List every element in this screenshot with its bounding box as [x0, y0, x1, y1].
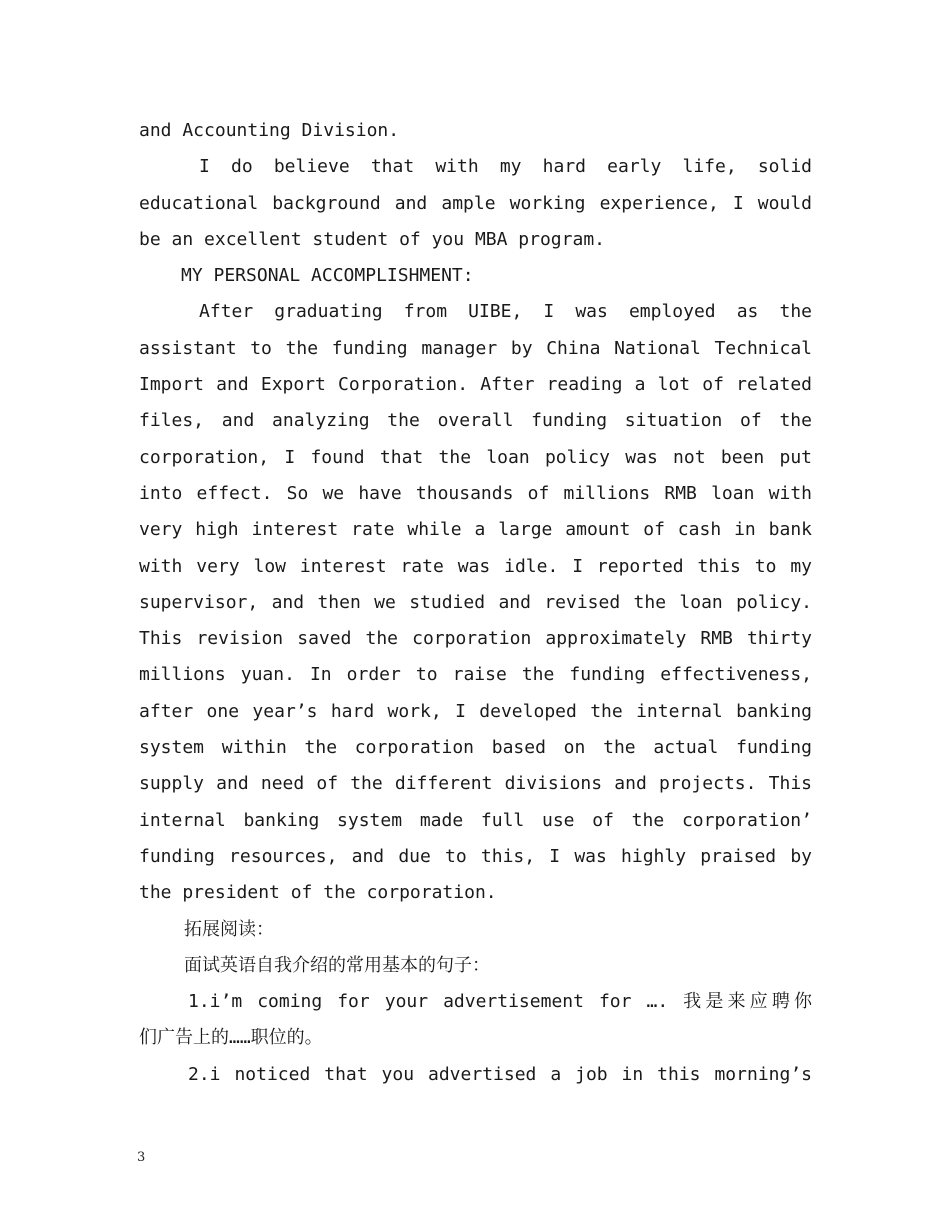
- page-number: 3: [137, 1150, 146, 1165]
- text-line: very high interest rate while a large amount of cash in bank: [139, 519, 812, 541]
- section-heading: MY PERSONAL ACCOMPLISHMENT:: [181, 265, 474, 287]
- list-item: 1.i’m coming for your advertisement for …. 我是来应聘你: [188, 991, 812, 1013]
- list-item: 2.i noticed that you advertised a job in this morning’s: [188, 1063, 812, 1085]
- text-line: millions yuan. In order to raise the funding effectiveness,: [139, 664, 812, 686]
- text-line: corporation, I found that the loan policy was not been put: [139, 446, 812, 468]
- text-line: supply and need of the different divisions and projects. This: [139, 773, 812, 795]
- text-line: 们广告上的……职位的。: [139, 1027, 323, 1049]
- text-line: the president of the corporation.: [139, 882, 497, 904]
- text-line: files, and analyzing the overall funding situation of the: [139, 410, 812, 432]
- body-text: [139, 113, 812, 1093]
- text-line: internal banking system made full use of the corporation’: [139, 809, 812, 831]
- phrases-heading: 面试英语自我介绍的常用基本的句子：: [184, 954, 490, 976]
- extended-reading-heading: 拓展阅读：: [184, 918, 274, 940]
- paragraph-first-line: After graduating from UIBE, I was employed as the: [199, 301, 812, 323]
- text-line: This revision saved the corporation approximately RMB thirty: [139, 628, 812, 650]
- text-line: and Accounting Division.: [139, 120, 400, 141]
- text-line: with very low interest rate was idle. I reported this to my: [139, 555, 812, 577]
- text-line: into effect. So we have thousands of millions RMB loan with: [139, 482, 812, 504]
- text-line: educational background and ample working experience, I would: [139, 192, 812, 214]
- text-line: assistant to the funding manager by China National Technical: [139, 337, 812, 359]
- text-line: be an excellent student of you MBA program.: [139, 228, 605, 250]
- text-line: Import and Export Corporation. After reading a lot of related: [139, 374, 812, 396]
- text-line: supervisor, and then we studied and revised the loan policy.: [139, 591, 812, 613]
- text-line: system within the corporation based on the actual funding: [139, 737, 812, 759]
- paragraph-first-line: I do believe that with my hard early life, solid: [199, 156, 812, 178]
- text-line: after one year’s hard work, I developed the internal banking: [139, 700, 812, 722]
- text-line: funding resources, and due to this, I was highly praised by: [139, 845, 812, 867]
